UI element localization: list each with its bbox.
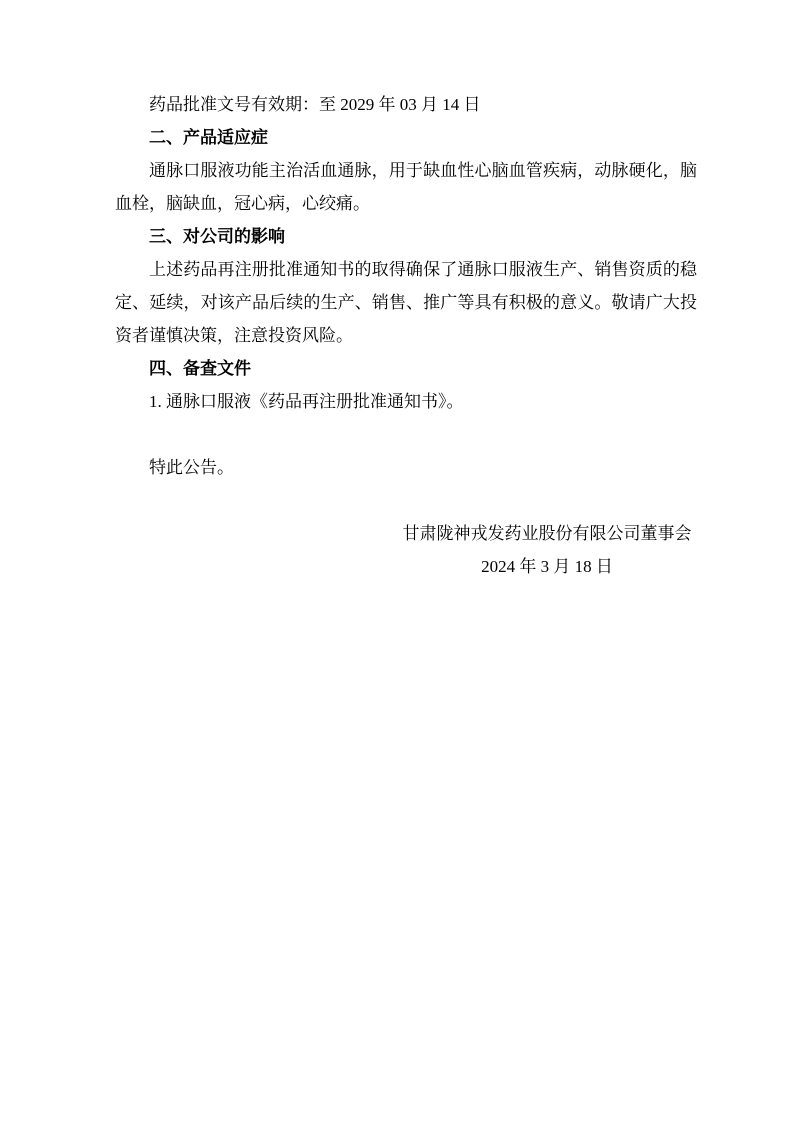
paragraph-product-indications: 通脉口服液功能主治活血通脉，用于缺血性心脑血管疾病，动脉硬化，脑血栓，脑缺血，冠心病，心绞痛。 xyxy=(115,161,697,213)
approval-validity-line: 药品批准文号有效期：至 2029 年 03 月 14 日 xyxy=(149,95,481,114)
paragraph-reference-document-item: 1. 通脉口服液《药品再注册批准通知书》。 xyxy=(149,392,464,411)
board-signature-line: 甘肃陇神戎发药业股份有限公司董事会 xyxy=(402,524,692,543)
signature-block xyxy=(397,517,697,583)
section-heading-reference-documents: 四、备查文件 xyxy=(149,359,251,378)
paragraph-company-impact: 上述药品再注册批准通知书的取得确保了通脉口服液生产、销售资质的稳定、延续，对该产品后续的生产、销售、推广等具有积极的意义。敬请广大投资者谨慎决策，注意投资风险。 xyxy=(115,260,697,345)
section-heading-company-impact: 三、对公司的影响 xyxy=(149,227,285,246)
section-heading-product-indications: 二、产品适应症 xyxy=(149,128,268,147)
closing-announcement-line: 特此公告。 xyxy=(149,458,234,477)
announcement-date-line: 2024 年 3 月 18 日 xyxy=(481,557,613,576)
